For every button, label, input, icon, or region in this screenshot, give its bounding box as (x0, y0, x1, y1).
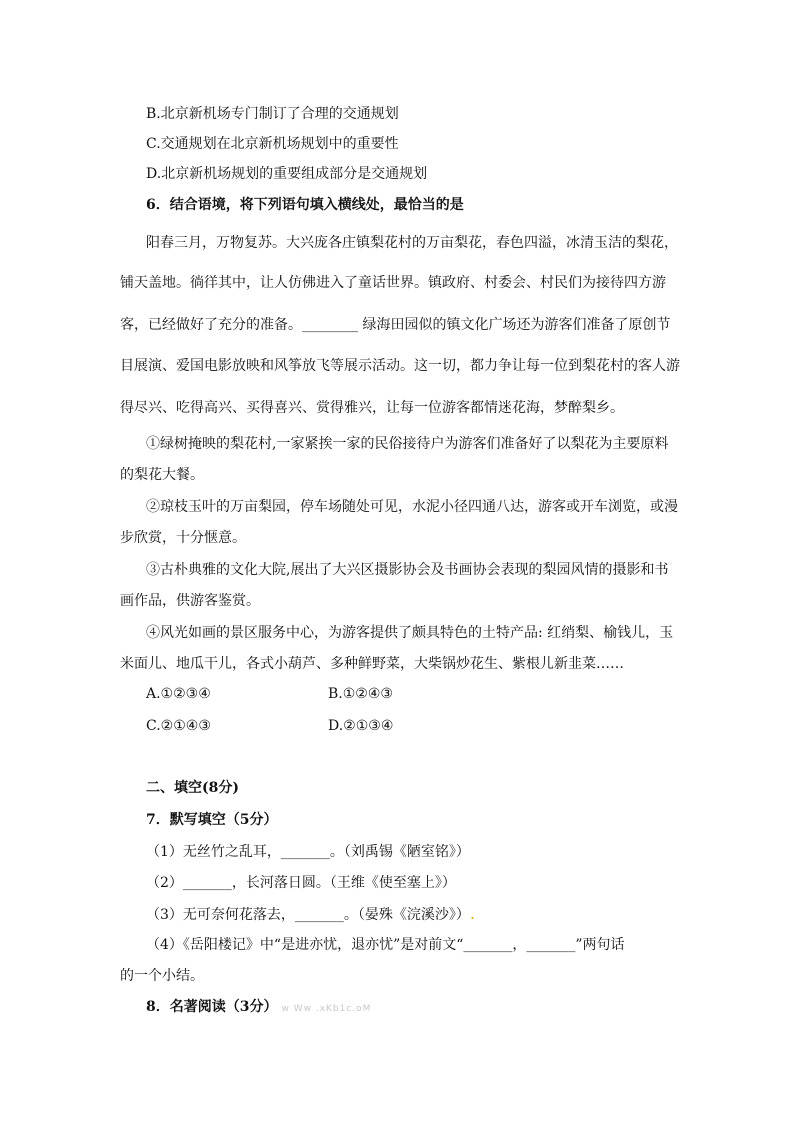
passage-line: 客，已经做好了充分的准备。________ 绿海田园似的镇文化广场还为游客们准备了原创节 (120, 317, 671, 333)
item-2-line: 步欣赏，十分惬意。 (120, 530, 246, 546)
choice-b: B.①②④③ (328, 686, 393, 702)
fill-line: 的一个小结。 (120, 968, 204, 984)
option-b: B.北京新机场专门制订了合理的交通规划 (146, 106, 399, 122)
choice-d: D.②①③④ (328, 718, 394, 734)
stray-dot: . (469, 904, 475, 923)
question-6-title: 6．结合语境，将下列语句填入横线处，最恰当的是 (146, 197, 464, 213)
passage-line: 阳春三月，万物复苏。大兴庞各庄镇梨花村的万亩梨花，春色四溢，冰清玉洁的梨花， (146, 235, 678, 251)
section-2-heading: 二、填空(8分) (146, 780, 239, 796)
item-3-line: 画作品，供游客鉴赏。 (120, 593, 260, 609)
fill-line: （3）无可奈何花落去，_______。（晏殊《浣溪沙》）. (146, 904, 475, 923)
item-4-line: 米面儿、地瓜干儿，各式小葫芦、多种鲜野菜，大柴锅炒花生、紫根儿新韭菜…… (120, 656, 624, 672)
fill-line: （4）《岳阳楼记》中“是进亦忧，退亦忧”是对前文“_______，_______”两句话 (146, 937, 625, 953)
item-3-line: ③古朴典雅的文化大院,展出了大兴区摄影协会及书画协会表现的梨园风情的摄影和书 (146, 562, 669, 578)
passage-line: 铺天盖地。徜徉其中，让人仿佛进入了童话世界。镇政府、村委会、村民们为接待四方游 (120, 275, 666, 291)
option-d: D.北京新机场规划的重要组成部分是交通规划 (146, 166, 428, 182)
item-1-line: 的梨花大餐。 (120, 467, 204, 483)
watermark: w Ww .xKb1c.oM (281, 1004, 372, 1014)
passage-line: 目展演、爱国电影放映和风筝放飞等展示活动。这一切，都力争让每一位到梨花村的客人游 (120, 358, 680, 374)
choice-c: C.②①④③ (146, 718, 211, 734)
option-c: C.交通规划在北京新机场规划中的重要性 (146, 136, 399, 152)
fill-line: （2）_______，长河落日圆。（王维《使至塞上》） (146, 875, 456, 891)
item-2-line: ②琼枝玉叶的万亩梨园，停车场随处可见，水泥小径四通八达，游客或开车浏览，或漫 (146, 499, 678, 515)
item-1-line: ①绿树掩映的梨花村,一家紧挨一家的民俗接待户为游客们准备好了以梨花为主要原料 (146, 436, 669, 452)
item-4-line: ④风光如画的景区服务中心，为游客提供了颇具特色的土特产品: 红绡梨、榆钱儿，玉 (146, 625, 674, 641)
choice-a: A.①②③④ (146, 686, 211, 702)
question-7-title: 7．默写填空（5分） (146, 812, 278, 828)
question-8-title (146, 997, 371, 1019)
fill-line: （1）无丝竹之乱耳，_______。（刘禹锡《陋室铭》） (146, 844, 470, 860)
passage-line: 得尽兴、吃得高兴、买得喜兴、赏得雅兴，让每一位游客都情迷花海，梦醉梨乡。 (120, 400, 624, 416)
question-8-label: 8．名著阅读（3分） (146, 999, 278, 1015)
